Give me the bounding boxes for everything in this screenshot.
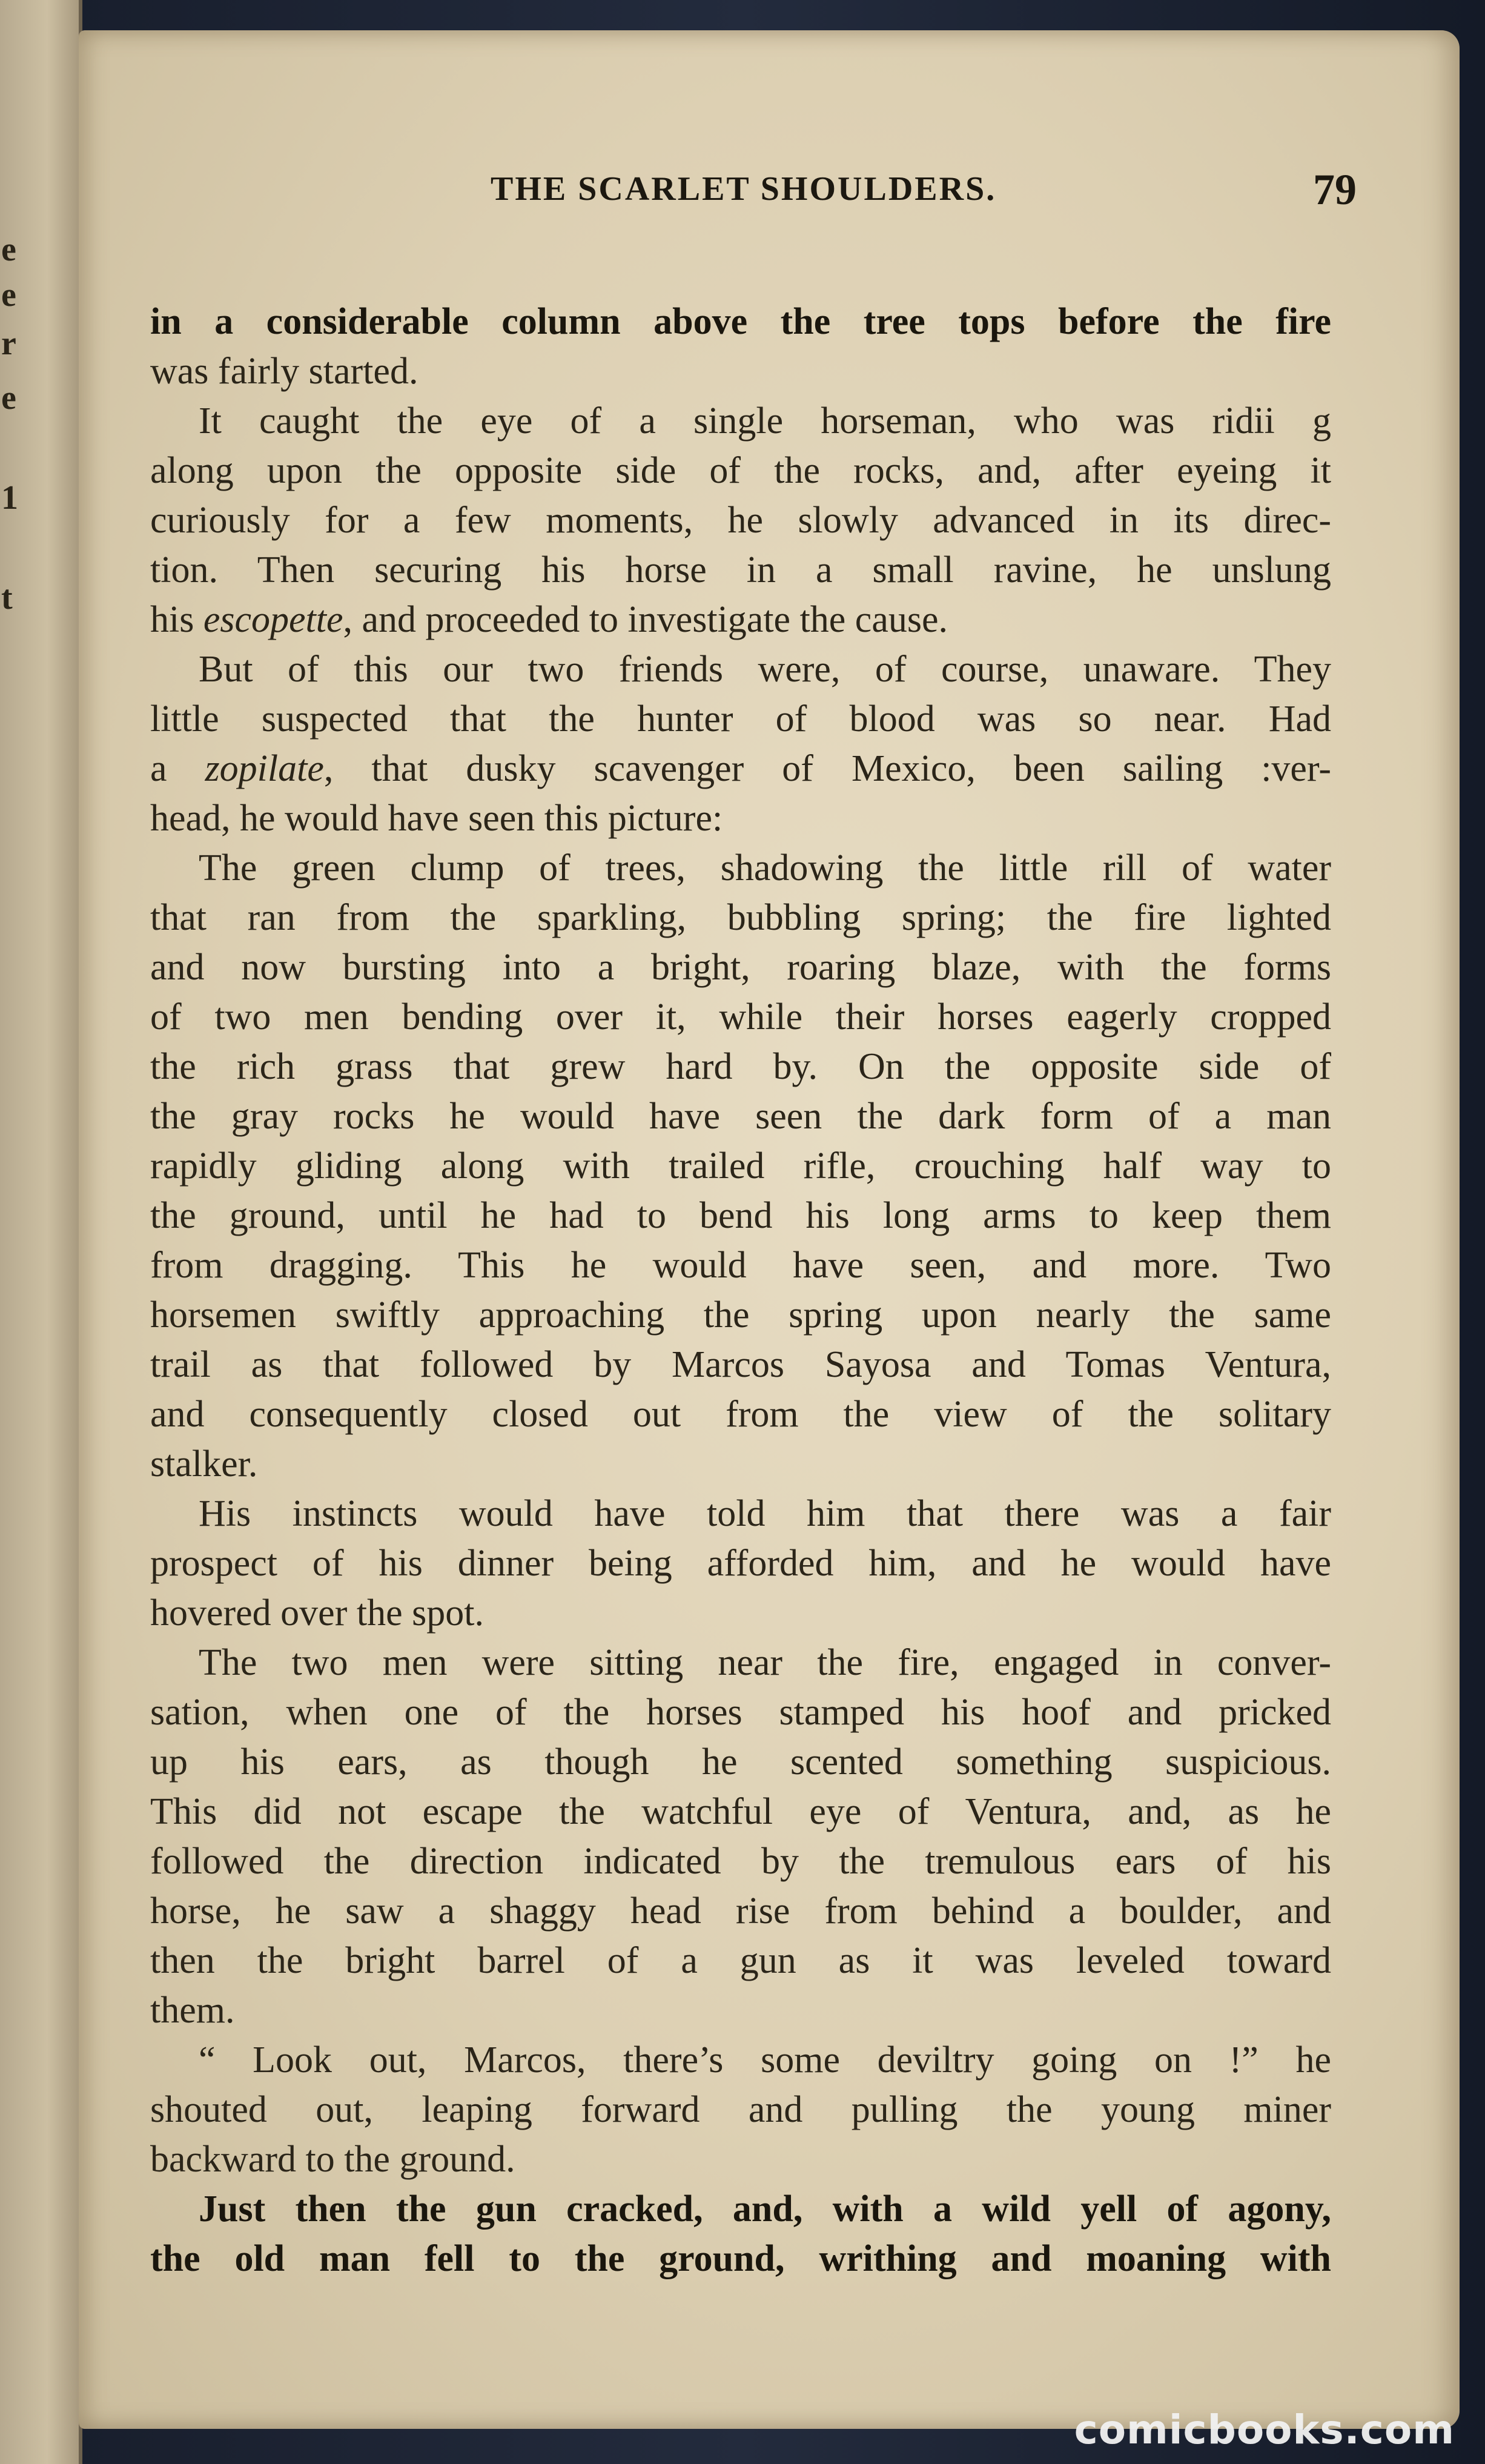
text-line: in a considerable column above the tree tops before the fire — [150, 301, 1331, 342]
text-line: up his ears, as though he scented something suspicious. — [150, 1741, 1331, 1783]
page-number: 79 — [1313, 165, 1357, 214]
text-line: of two men bending over it, while their horses eagerly cropped — [150, 996, 1331, 1038]
text-line: “ Look out, Marcos, there’s some deviltry going on !” he — [199, 2039, 1331, 2081]
text-line: them. — [150, 1990, 235, 2031]
text-line: This did not escape the watchful eye of Ventura, and, as he — [150, 1791, 1331, 1832]
text-line: It caught the eye of a single horseman, who was ridii g — [199, 400, 1331, 442]
text-line: The green clump of trees, shadowing the little rill of water — [199, 847, 1331, 889]
text-line: His instincts would have told him that there was a fair — [199, 1493, 1331, 1534]
text-line: and consequently closed out from the view of the solitary — [150, 1394, 1331, 1435]
previous-page-edge — [0, 0, 82, 2464]
text-line: hovered over the spot. — [150, 1592, 484, 1634]
text-line: Just then the gun cracked, and, with a wild yell of agony, — [199, 2188, 1331, 2230]
edge-char: e — [1, 231, 16, 268]
text-line: But of this our two friends were, of course, unaware. They — [199, 649, 1331, 690]
edge-char: t — [1, 579, 13, 617]
edge-char: 1 — [1, 479, 18, 517]
text-line: along upon the opposite side of the rocks, and, after eyeing it — [150, 450, 1331, 491]
edge-char: r — [1, 325, 16, 362]
edge-char: e — [1, 276, 16, 314]
text-line: the old man fell to the ground, writhing and moaning with — [150, 2238, 1331, 2279]
text-line: rapidly gliding along with trailed rifle, crouching half way to — [150, 1145, 1331, 1187]
text-line: trail as that followed by Marcos Sayosa and Tomas Ventura, — [150, 1344, 1331, 1385]
text-line: sation, when one of the horses stamped his hoof and pricked — [150, 1692, 1331, 1733]
edge-char: e — [1, 379, 16, 417]
body-text — [150, 297, 1331, 2284]
text-line: that ran from the sparkling, bubbling spring; the fire lighted — [150, 897, 1331, 938]
text-line: horse, he saw a shaggy head rise from behind a boulder, and — [150, 1890, 1331, 1932]
text-line: The two men were sitting near the fire, engaged in conver- — [199, 1642, 1331, 1683]
text-line: the rich grass that grew hard by. On the opposite side of — [150, 1046, 1331, 1087]
text-line: the ground, until he had to bend his long arms to keep them — [150, 1195, 1331, 1236]
text-line: little suspected that the hunter of blood was so near. Had — [150, 698, 1331, 740]
text-line: curiously for a few moments, he slowly advanced in its direc- — [150, 500, 1331, 541]
text-line: and now bursting into a bright, roaring blaze, with the forms — [150, 947, 1331, 988]
text-line: his escopette, and proceeded to investigate the cause. — [150, 599, 948, 640]
running-title: THE SCARLET SHOULDERS. — [491, 170, 997, 208]
text-line: followed the direction indicated by the tremulous ears of his — [150, 1841, 1331, 1882]
page-header — [79, 165, 1460, 219]
text-line: the gray rocks he would have seen the dark form of a man — [150, 1096, 1331, 1137]
text-line: head, he would have seen this picture: — [150, 798, 723, 839]
text-line: stalker. — [150, 1443, 258, 1485]
text-line: horsemen swiftly approaching the spring upon nearly the same — [150, 1294, 1331, 1336]
watermark: comicbooks.com — [1074, 2406, 1455, 2453]
text-line: shouted out, leaping forward and pulling the young miner — [150, 2089, 1331, 2130]
book-page — [79, 30, 1460, 2429]
text-line: a zopilate, that dusky scavenger of Mexico, been sailing :ver- — [150, 748, 1331, 789]
text-line: tion. Then securing his horse in a small ravine, he unslung — [150, 549, 1331, 591]
text-line: backward to the ground. — [150, 2139, 515, 2180]
text-line: then the bright barrel of a gun as it was leveled toward — [150, 1940, 1331, 1981]
text-line: from dragging. This he would have seen, and more. Two — [150, 1245, 1331, 1286]
text-line: was fairly started. — [150, 351, 418, 392]
text-line: prospect of his dinner being afforded him, and he would have — [150, 1543, 1331, 1584]
